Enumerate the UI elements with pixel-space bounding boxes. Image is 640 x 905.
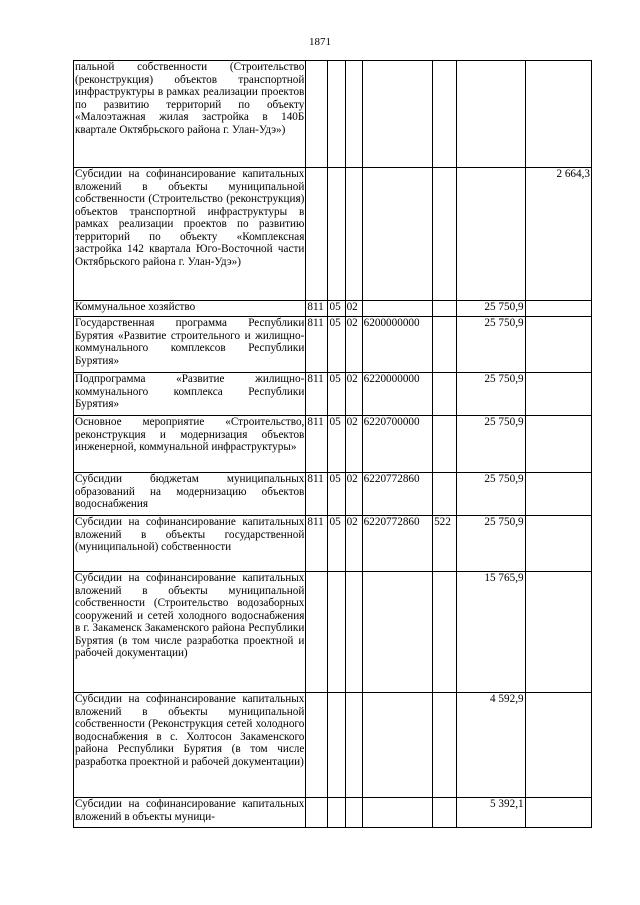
target-code: 6220700000 [362, 416, 432, 473]
ministry-code [306, 168, 328, 301]
section-code: 05 [328, 516, 345, 572]
amount-1: 25 750,9 [457, 516, 525, 572]
section-code [328, 572, 345, 693]
subsection-code: 02 [345, 416, 362, 473]
table-row [74, 798, 592, 828]
row-name: Коммунальное хозяйство [74, 301, 306, 317]
section-code [328, 693, 345, 798]
table-row [74, 693, 592, 798]
expense-type-code [433, 416, 457, 473]
subsection-code: 02 [345, 301, 362, 317]
row-name: Подпрограмма «Развитие жилищно-коммунального комплекса Республики Бурятия» [74, 373, 306, 416]
subsection-code [345, 693, 362, 798]
amount-1: 25 750,9 [457, 416, 525, 473]
amount-2 [525, 61, 591, 168]
table-row [74, 416, 592, 473]
row-name: Основное мероприятие «Строительство, реконструкция и модернизация объектов инженерной, коммунальной инфраструктуры» [74, 416, 306, 473]
amount-1: 25 750,9 [457, 317, 525, 373]
amount-1: 5 392,1 [457, 798, 525, 828]
target-code: 6220772860 [362, 516, 432, 572]
row-name: Государственная программа Республики Бурятия «Развитие строительного и жилищно-коммунального комплексов Республики Бурятия» [74, 317, 306, 373]
expense-type-code [433, 693, 457, 798]
ministry-code: 811 [306, 473, 328, 516]
amount-2 [525, 301, 591, 317]
amount-1: 25 750,9 [457, 373, 525, 416]
section-code: 05 [328, 416, 345, 473]
subsection-code: 02 [345, 317, 362, 373]
subsection-code: 02 [345, 473, 362, 516]
expense-type-code: 522 [433, 516, 457, 572]
target-code: 6220772860 [362, 473, 432, 516]
row-name: Субсидии бюджетам муниципальных образований на модернизацию объектов водоснабжения [74, 473, 306, 516]
expense-type-code [433, 572, 457, 693]
amount-1: 25 750,9 [457, 301, 525, 317]
amount-1: 25 750,9 [457, 473, 525, 516]
target-code [362, 798, 432, 828]
ministry-code: 811 [306, 416, 328, 473]
table-row [74, 301, 592, 317]
section-code: 05 [328, 317, 345, 373]
section-code: 05 [328, 473, 345, 516]
amount-2 [525, 373, 591, 416]
target-code [362, 168, 432, 301]
section-code [328, 168, 345, 301]
ministry-code: 811 [306, 317, 328, 373]
ministry-code: 811 [306, 516, 328, 572]
table-row [74, 473, 592, 516]
ministry-code [306, 798, 328, 828]
expense-type-code [433, 61, 457, 168]
expense-type-code [433, 317, 457, 373]
subsection-code [345, 61, 362, 168]
amount-2 [525, 693, 591, 798]
amount-2 [525, 416, 591, 473]
row-name: Субсидии на софинансирование капитальных вложений в объекты государственной (муниципальной) собственности [74, 516, 306, 572]
expense-type-code [433, 373, 457, 416]
section-code [328, 61, 345, 168]
table-row [74, 516, 592, 572]
target-code [362, 301, 432, 317]
target-code [362, 61, 432, 168]
section-code: 05 [328, 373, 345, 416]
row-name: Субсидии на софинансирование капитальных вложений в объекты муниципальной собственности (Строительство водозаборных сооружений и сетей холодного водоснабжения в г. Закаменск Закаменского района Республики Бурятия (в том числе разработка проектной и рабочей документации) [74, 572, 306, 693]
ministry-code [306, 693, 328, 798]
table-row [74, 168, 592, 301]
subsection-code [345, 798, 362, 828]
expense-type-code [433, 798, 457, 828]
table-row [74, 572, 592, 693]
amount-2 [525, 317, 591, 373]
row-name: Субсидии на софинансирование капитальных вложений в объекты муниципальной собственности (Строительство (реконструкция) объектов транспортной инфраструктуры в рамках реализации проектов по развитию территорий по объекту «Комплексная застройка 142 квартала Юго-Восточной части Октябрьского района г. Улан-Удэ») [74, 168, 306, 301]
row-name: пальной собственности (Строительство (реконструкция) объектов транспортной инфраструктуры в рамках реализации проектов по развитию территорий по объекту «Малоэтажная жилая застройка в 140Б квартале Октябрьского района г. Улан-Удэ») [74, 61, 306, 168]
target-code: 6200000000 [362, 317, 432, 373]
section-code: 05 [328, 301, 345, 317]
table-row [74, 61, 592, 168]
subsection-code: 02 [345, 516, 362, 572]
amount-2 [525, 516, 591, 572]
subsection-code: 02 [345, 373, 362, 416]
subsection-code [345, 572, 362, 693]
ministry-code [306, 572, 328, 693]
ministry-code [306, 61, 328, 168]
amount-2 [525, 798, 591, 828]
page-number: 1871 [309, 36, 331, 48]
subsection-code [345, 168, 362, 301]
amount-2 [525, 572, 591, 693]
expense-type-code [433, 168, 457, 301]
table-row [74, 373, 592, 416]
amount-2: 2 664,3 [525, 168, 591, 301]
section-code [328, 798, 345, 828]
target-code [362, 693, 432, 798]
amount-1 [457, 168, 525, 301]
expense-type-code [433, 473, 457, 516]
row-name: Субсидии на софинансирование капитальных вложений в объекты муници- [74, 798, 306, 828]
row-name: Субсидии на софинансирование капитальных вложений в объекты муниципальной собственности (Реконструкция сетей холодного водоснабжения в с. Холтосон Закаменского района Республики Бурятия (в том числе разработка проектной и рабочей документации) [74, 693, 306, 798]
ministry-code: 811 [306, 373, 328, 416]
amount-1 [457, 61, 525, 168]
amount-2 [525, 473, 591, 516]
target-code: 6220000000 [362, 373, 432, 416]
ministry-code: 811 [306, 301, 328, 317]
table-row [74, 317, 592, 373]
amount-1: 15 765,9 [457, 572, 525, 693]
expense-type-code [433, 301, 457, 317]
budget-table [73, 60, 592, 828]
target-code [362, 572, 432, 693]
amount-1: 4 592,9 [457, 693, 525, 798]
